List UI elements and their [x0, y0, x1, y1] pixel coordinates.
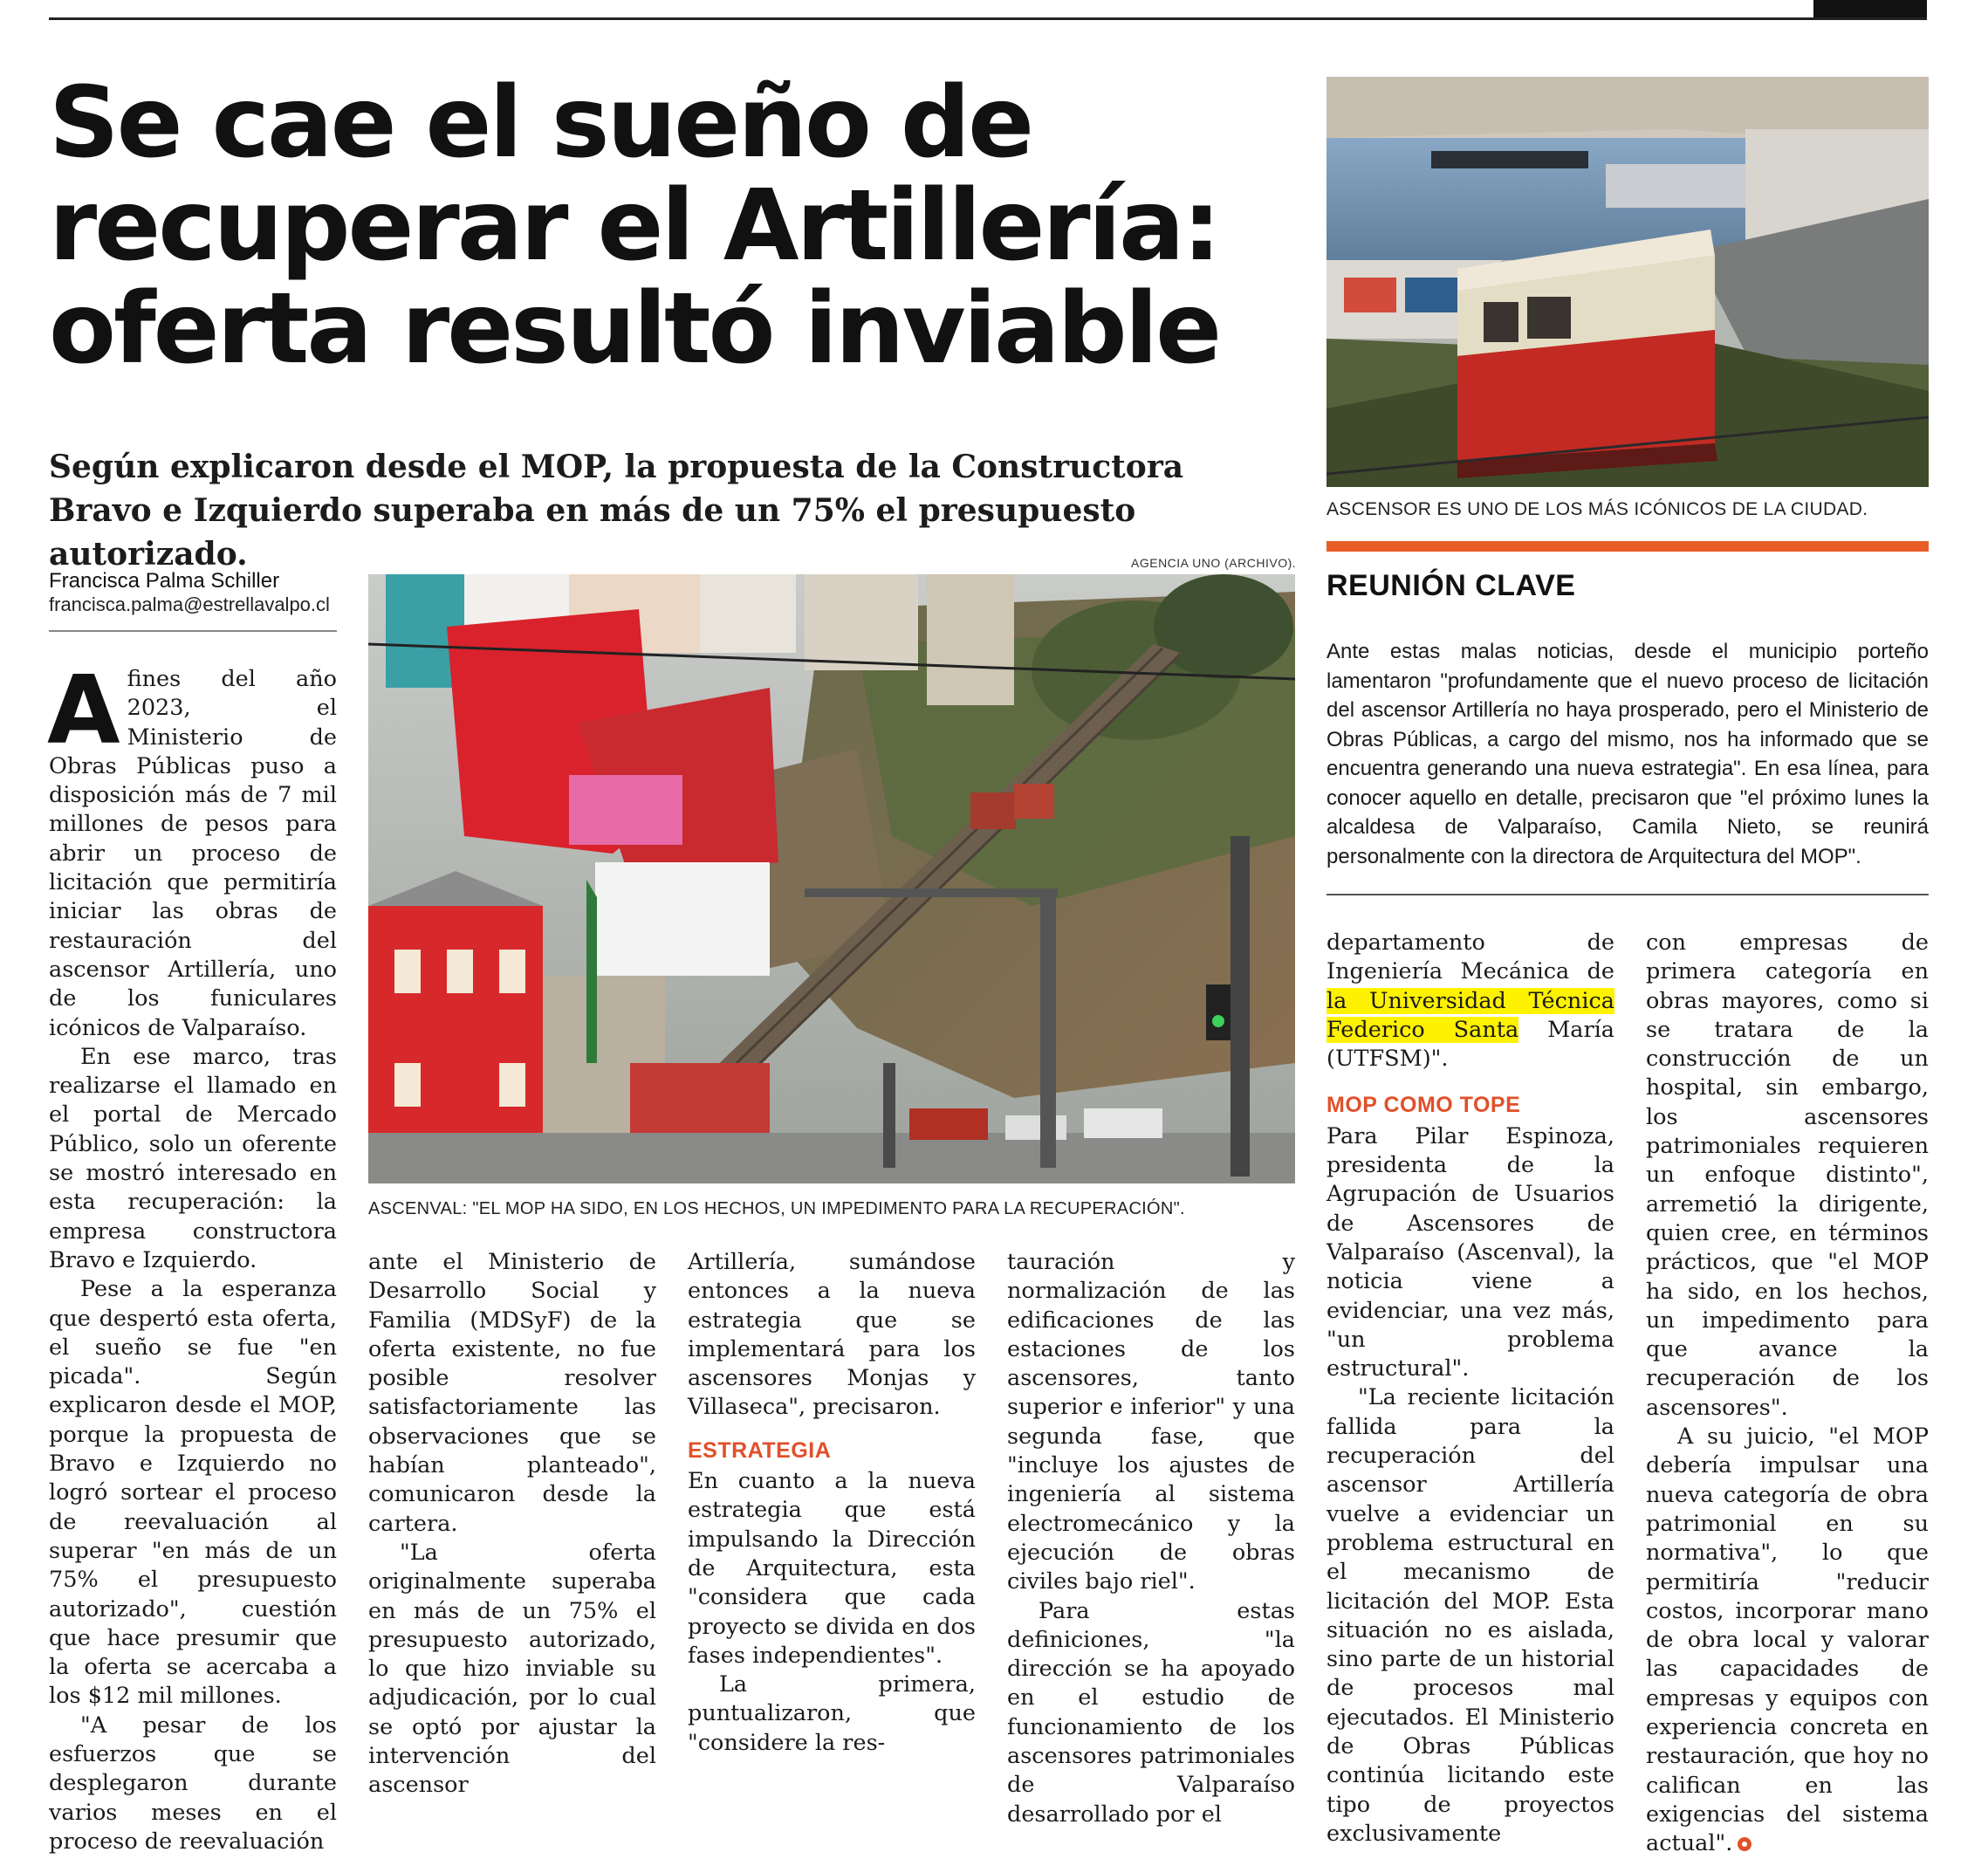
- col1-paragraph-2: En ese marco, tras realizarse el llamado en el portal de Mercado Público, solo un oferente se mostró interesado en esta recuperación: la empresa constructora Bravo e Izquierdo.: [49, 1043, 337, 1273]
- col3-paragraph-2: En cuanto a la nueva estrategia que está impulsando la Dirección de Arquitectura, esta "considera que cada proyecto se divida en dos fases independientes".: [688, 1468, 976, 1669]
- top-rule: [49, 17, 1927, 20]
- headline-line-1: Se cae el sueño de: [49, 66, 1032, 180]
- side-photo: [1326, 77, 1929, 487]
- deck: Según explicaron desde el MOP, la propuesta de la Constructora Bravo e Izquierdo superaba en más de un 75% el presupuesto autorizado.: [49, 449, 1184, 573]
- col6-paragraph-2: [1646, 1423, 1929, 1858]
- end-of-article-icon: [1738, 1837, 1751, 1851]
- sidebar-divider: [1326, 894, 1929, 895]
- article-column-6: [1646, 929, 1929, 1859]
- col5-paragraph-2: Para Pilar Espinoza, presidenta de la Agrupación de Usuarios de Ascensores de Valparaíso (Ascenval), la noticia viene a evidenciar, una vez más, "un problema estructural".: [1326, 1122, 1614, 1382]
- col3-paragraph-1: Artillería, sumándose entonces a la nueva estrategia que se implementará para los ascensores Monjas y Villaseca", precisaron.: [688, 1249, 976, 1421]
- article-column-4: [1007, 1248, 1295, 1829]
- section-tab: [1813, 0, 1927, 17]
- article-column-5: [1326, 929, 1614, 1849]
- article-column-3: [688, 1248, 976, 1758]
- headline-line-3: oferta resultó inviable: [49, 272, 1220, 386]
- col6-paragraph-2-text: A su juicio, "el MOP debería impulsar una nueva categoría de obra patrimonial en su normativa", lo que permitiría "reducir costos, incorporar mano de obra local y valorar las capacidades de empresas y equipos con experiencia concreta en restauración, que hoy no califican en las exigencias del sistema actual".: [1646, 1423, 1929, 1857]
- article-column-2: [368, 1248, 656, 1801]
- highlighted-text: la Universidad Técnica Federico Santa: [1326, 987, 1614, 1043]
- byline-divider: [49, 630, 337, 632]
- col1-paragraph-1: [47, 656, 337, 1043]
- subhead-estrategia: ESTRATEGIA: [688, 1437, 832, 1463]
- col5-text-a: departamento de Ingeniería Mecánica de: [1326, 930, 1614, 985]
- col1-paragraph-4: "A pesar de los esfuerzos que se desplegaron durante varios meses en el proceso de reevaluación: [49, 1712, 337, 1855]
- drop-cap: A: [47, 656, 120, 765]
- photo-credit: AGENCIA UNO (ARCHIVO).: [1131, 556, 1297, 570]
- sidebar-body: Ante estas malas noticias, desde el municipio porteño lamentaron "profundamente que el nuevo proceso de licitación del ascensor Artillería no haya prosperado, pero el Ministerio de Obras Públicas, a cargo del mismo, nos ha informado que se encuentra generando una nueva estrategia". En esa línea, para conocer aquello en detalle, precisaron que "el próximo lunes la alcaldesa de Valparaíso, Camila Nieto, se reunirá personalmente con la directora de Arquitectura del MOP".: [1326, 640, 1929, 868]
- col5-text-b: María (UTFSM)".: [1326, 1016, 1614, 1073]
- col4-paragraph-2: Para estas definiciones, "la dirección se ha apoyado en el estudio de funcionamiento de los ascensores patrimoniales de Valparaíso desarrollado por el: [1007, 1597, 1295, 1828]
- subhead-mop-como-tope: MOP COMO TOPE: [1326, 1093, 1521, 1118]
- col1-paragraph-1-text: fines del año 2023, el Ministerio de Obras Públicas puso a disposición más de 7 mil millones de pesos para abrir un proceso de licitación que permitiría iniciar las obras de restauración del ascensor Artillería, uno de los funiculares icónicos de Valparaíso.: [49, 666, 337, 1041]
- col1-paragraph-3: Pese a la esperanza que despertó esta oferta, el sueño se fue "en picada". Según explicaron desde el MOP, porque la propuesta de Bravo e Izquierdo no logró sortear el proceso de reevaluación al superar "en más de un 75% el presupuesto autorizado", cuestión que hace presumir que la oferta se acercaba a los $12 mil millones.: [49, 1276, 337, 1710]
- col2-paragraph-1: ante el Ministerio de Desarrollo Social y Familia (MDSyF) de la oferta existente, no fue posible resolver satisfactoriamente las observaciones que se habían planteado", comunicaron desde la cartera.: [368, 1249, 656, 1537]
- col5-paragraph-3: "La reciente licitación fallida para la recuperación del ascensor Artillería vuelve a evidenciar un problema estructural en el mecanismo de licitación del MOP. Esta situación no es aislada, sino parte de un historial de procesos mal ejecutados. El Ministerio de Obras Públicas continúa licitando este tipo de proyectos exclusivamente: [1326, 1384, 1614, 1847]
- main-photo: [368, 574, 1295, 1183]
- sidebar-title: REUNIÓN CLAVE: [1326, 569, 1576, 602]
- headline: [49, 66, 1314, 386]
- article-column-1: [47, 656, 337, 1856]
- col5-paragraph-1: [1326, 929, 1614, 1074]
- main-photo-caption: ASCENVAL: "EL MOP HA SIDO, EN LOS HECHOS, UN IMPEDIMENTO PARA LA RECUPERACIÓN".: [368, 1199, 1185, 1218]
- sidebar-accent-bar: [1326, 541, 1929, 552]
- byline-name: Francisca Palma Schiller: [49, 569, 280, 593]
- col6-paragraph-1: con empresas de primera categoría en obras mayores, como si se tratara de la construcción de un hospital, sin embargo, los ascensores patrimoniales requieren un enfoque distinto", arremetió la dirigente, quien cree, en términos prácticos, que "el MOP ha sido, en los hechos, un impedimento para que avance la recuperación de los ascensores".: [1646, 930, 1929, 1421]
- col3-paragraph-3: La primera, puntualizaron, que "considere la res-: [688, 1671, 976, 1756]
- col2-paragraph-2: "La oferta originalmente superaba en más de un 75% el presupuesto autorizado, lo que hizo inviable su adjudicación, por lo cual se optó por ajustar la intervención del ascensor: [368, 1539, 656, 1799]
- headline-line-2: recuperar el Artillería:: [49, 169, 1219, 283]
- col4-paragraph-1: tauración y normalización de las edificaciones de las estaciones de los ascensores, tanto superior e inferior" y una segunda fase, que "incluye los ajustes de ingeniería al sistema electromecánico y la ejecución de obras civiles bajo riel".: [1007, 1249, 1295, 1595]
- side-photo-caption: ASCENSOR ES UNO DE LOS MÁS ICÓNICOS DE LA CIUDAD.: [1326, 499, 1868, 519]
- byline-email: francisca.palma@estrellavalpo.cl: [49, 593, 330, 615]
